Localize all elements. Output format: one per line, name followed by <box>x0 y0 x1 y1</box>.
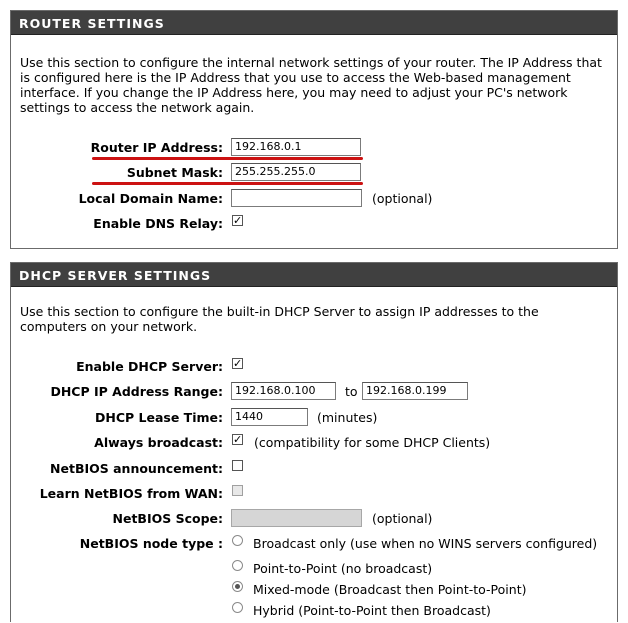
router-settings-panel <box>10 10 618 249</box>
learn-netbios-checkbox[interactable] <box>232 485 243 496</box>
node-option-hybrid: Hybrid (Point-to-Point then Broadcast) <box>253 603 491 618</box>
node-radio-hybrid[interactable] <box>232 602 243 613</box>
node-option-row-mixed <box>11 580 617 602</box>
enable-dhcp-label: Enable DHCP Server: <box>76 359 223 374</box>
node-radio-broadcast[interactable] <box>232 535 243 546</box>
enable-dhcp-row <box>11 357 617 379</box>
dhcp-range-end-input[interactable]: 192.168.0.199 <box>362 382 468 400</box>
enable-dhcp-checkbox[interactable]: ✓ <box>233 357 243 370</box>
node-radio-p2p[interactable] <box>232 560 243 571</box>
lease-time-label: DHCP Lease Time: <box>95 410 223 425</box>
netbios-scope-row <box>11 509 617 531</box>
netbios-node-row <box>11 534 617 556</box>
dhcp-range-start-input[interactable]: 192.168.0.100 <box>231 382 336 400</box>
subnet-mask-highlight <box>92 182 363 185</box>
netbios-scope-input[interactable] <box>231 509 362 527</box>
dhcp-settings-header: DHCP SERVER SETTINGS <box>11 263 617 287</box>
netbios-announcement-label: NetBIOS announcement: <box>50 461 223 476</box>
netbios-scope-label: NetBIOS Scope: <box>112 511 223 526</box>
router-ip-highlight <box>92 157 363 160</box>
netbios-announcement-checkbox[interactable] <box>232 460 243 471</box>
dns-relay-checkbox[interactable]: ✓ <box>233 214 243 227</box>
subnet-mask-input[interactable]: 255.255.255.0 <box>231 163 361 181</box>
node-option-row-p2p <box>11 559 617 581</box>
dhcp-settings-panel <box>10 262 618 622</box>
node-option-mixed: Mixed-mode (Broadcast then Point-to-Point) <box>253 582 527 597</box>
node-radio-mixed[interactable] <box>232 581 243 592</box>
node-option-row-hybrid <box>11 601 617 623</box>
learn-netbios-row <box>11 484 617 506</box>
dhcp-settings-description: Use this section to configure the built-in DHCP Server to assign IP addresses to the computers on your network. <box>20 304 539 334</box>
always-broadcast-checkbox[interactable]: ✓ <box>233 433 243 446</box>
always-broadcast-label: Always broadcast: <box>94 435 223 450</box>
node-option-p2p: Point-to-Point (no broadcast) <box>253 561 433 576</box>
local-domain-label: Local Domain Name: <box>78 191 223 206</box>
local-domain-note: (optional) <box>372 191 433 206</box>
dhcp-range-label: DHCP IP Address Range: <box>50 384 223 399</box>
local-domain-row <box>11 189 617 211</box>
router-settings-description: Use this section to configure the internal network settings of your router. The IP Address that is configured here is the IP Address that you use to access the Web-based management interface. If you change the IP Address here, you may need to adjust your PC's network settings to access the network again. <box>20 55 602 115</box>
node-option-broadcast: Broadcast only (use when no WINS servers configured) <box>253 536 598 551</box>
learn-netbios-label: Learn NetBIOS from WAN: <box>39 486 223 501</box>
lease-time-unit: (minutes) <box>317 410 378 425</box>
local-domain-input[interactable] <box>231 189 362 207</box>
dhcp-range-to-label: to <box>345 384 358 399</box>
netbios-announcement-row <box>11 459 617 481</box>
netbios-scope-note: (optional) <box>372 511 433 526</box>
dns-relay-label: Enable DNS Relay: <box>93 216 223 231</box>
dns-relay-row <box>11 214 617 236</box>
always-broadcast-row <box>11 433 617 455</box>
router-ip-input[interactable]: 192.168.0.1 <box>231 138 361 156</box>
router-ip-label: Router IP Address: <box>90 140 223 155</box>
router-settings-header: ROUTER SETTINGS <box>11 11 617 35</box>
netbios-node-label: NetBIOS node type : <box>79 536 223 551</box>
always-broadcast-note: (compatibility for some DHCP Clients) <box>254 435 491 450</box>
lease-time-input[interactable]: 1440 <box>231 408 308 426</box>
subnet-mask-label: Subnet Mask: <box>126 165 223 180</box>
lease-time-row <box>11 408 617 430</box>
dhcp-range-row <box>11 382 617 404</box>
